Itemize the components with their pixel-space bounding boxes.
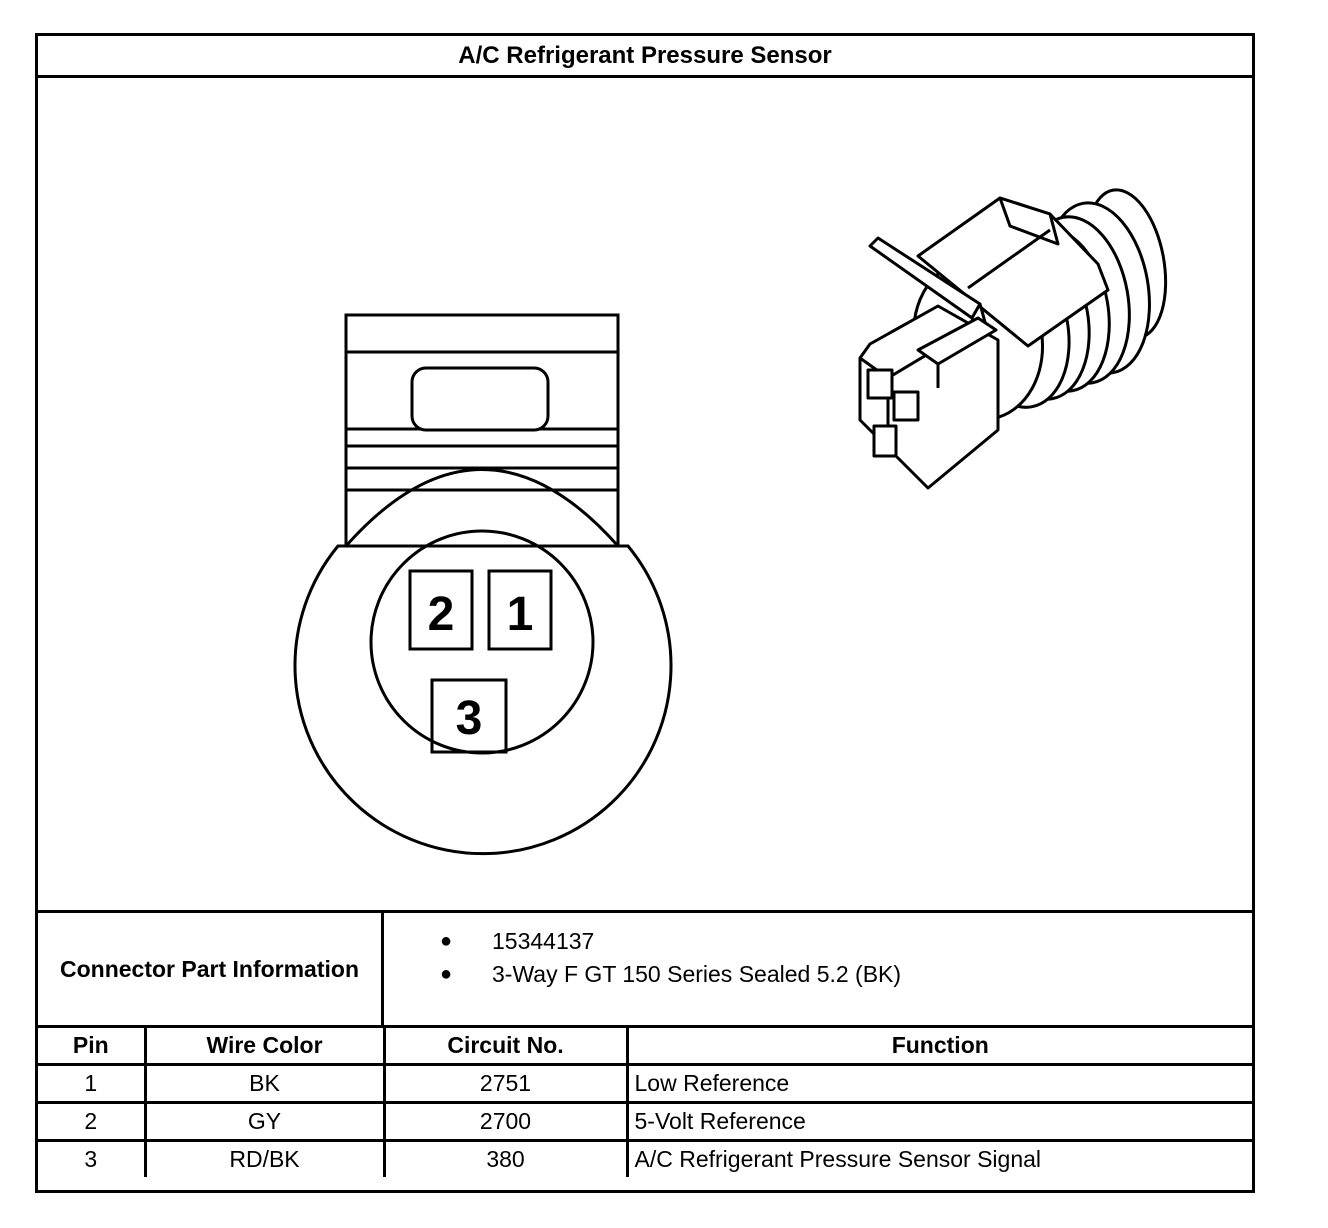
pin-table [38, 1028, 1252, 1177]
function-cell: Low Reference [627, 1065, 1252, 1103]
connector-description: 3-Way F GT 150 Series Sealed 5.2 (BK) [492, 961, 902, 987]
connector-description-item [384, 958, 1252, 991]
header-function: Function [627, 1028, 1252, 1065]
header-wire-color: Wire Color [145, 1028, 384, 1065]
table-row [38, 1103, 1252, 1141]
cavity-c [874, 426, 896, 456]
connector-figure [38, 78, 1252, 912]
pin-cell: 3 [38, 1141, 145, 1178]
wire-color-cell: GY [145, 1103, 384, 1141]
part-number-item [384, 925, 1252, 958]
circuit-cell: 380 [384, 1141, 627, 1178]
cavity-1-label: 1 [506, 588, 534, 641]
wire-color-cell: RD/BK [145, 1141, 384, 1178]
bullet-icon: ● [440, 930, 453, 952]
connector-face-view [295, 315, 671, 854]
part-number: 15344137 [492, 928, 595, 954]
connector-isometric-view [860, 184, 1176, 488]
latch-tab [412, 368, 548, 430]
connector-part-information-row [38, 910, 1252, 1028]
connector-sheet [35, 33, 1255, 1193]
connector-body [295, 546, 671, 854]
table-row [38, 1141, 1252, 1178]
function-cell: 5-Volt Reference [627, 1103, 1252, 1141]
circuit-cell: 2700 [384, 1103, 627, 1141]
connector-drawings [38, 78, 1252, 912]
pin-cell: 2 [38, 1103, 145, 1141]
connector-part-information-label: Connector Part Information [38, 913, 384, 1025]
header-circuit-no: Circuit No. [384, 1028, 627, 1065]
connector-part-information-list [384, 913, 1252, 1037]
sheet-title: A/C Refrigerant Pressure Sensor [38, 36, 1252, 78]
pin-table-header [38, 1028, 1252, 1065]
cavity-2-label: 2 [427, 588, 455, 641]
function-cell: A/C Refrigerant Pressure Sensor Signal [627, 1141, 1252, 1178]
cavity-b [894, 392, 918, 420]
circuit-cell: 2751 [384, 1065, 627, 1103]
wire-color-cell: BK [145, 1065, 384, 1103]
header-pin: Pin [38, 1028, 145, 1065]
cavity-a [868, 370, 892, 398]
pin-cell: 1 [38, 1065, 145, 1103]
cavity-3-label: 3 [455, 692, 483, 745]
bullet-icon: ● [440, 963, 453, 985]
table-row [38, 1065, 1252, 1103]
